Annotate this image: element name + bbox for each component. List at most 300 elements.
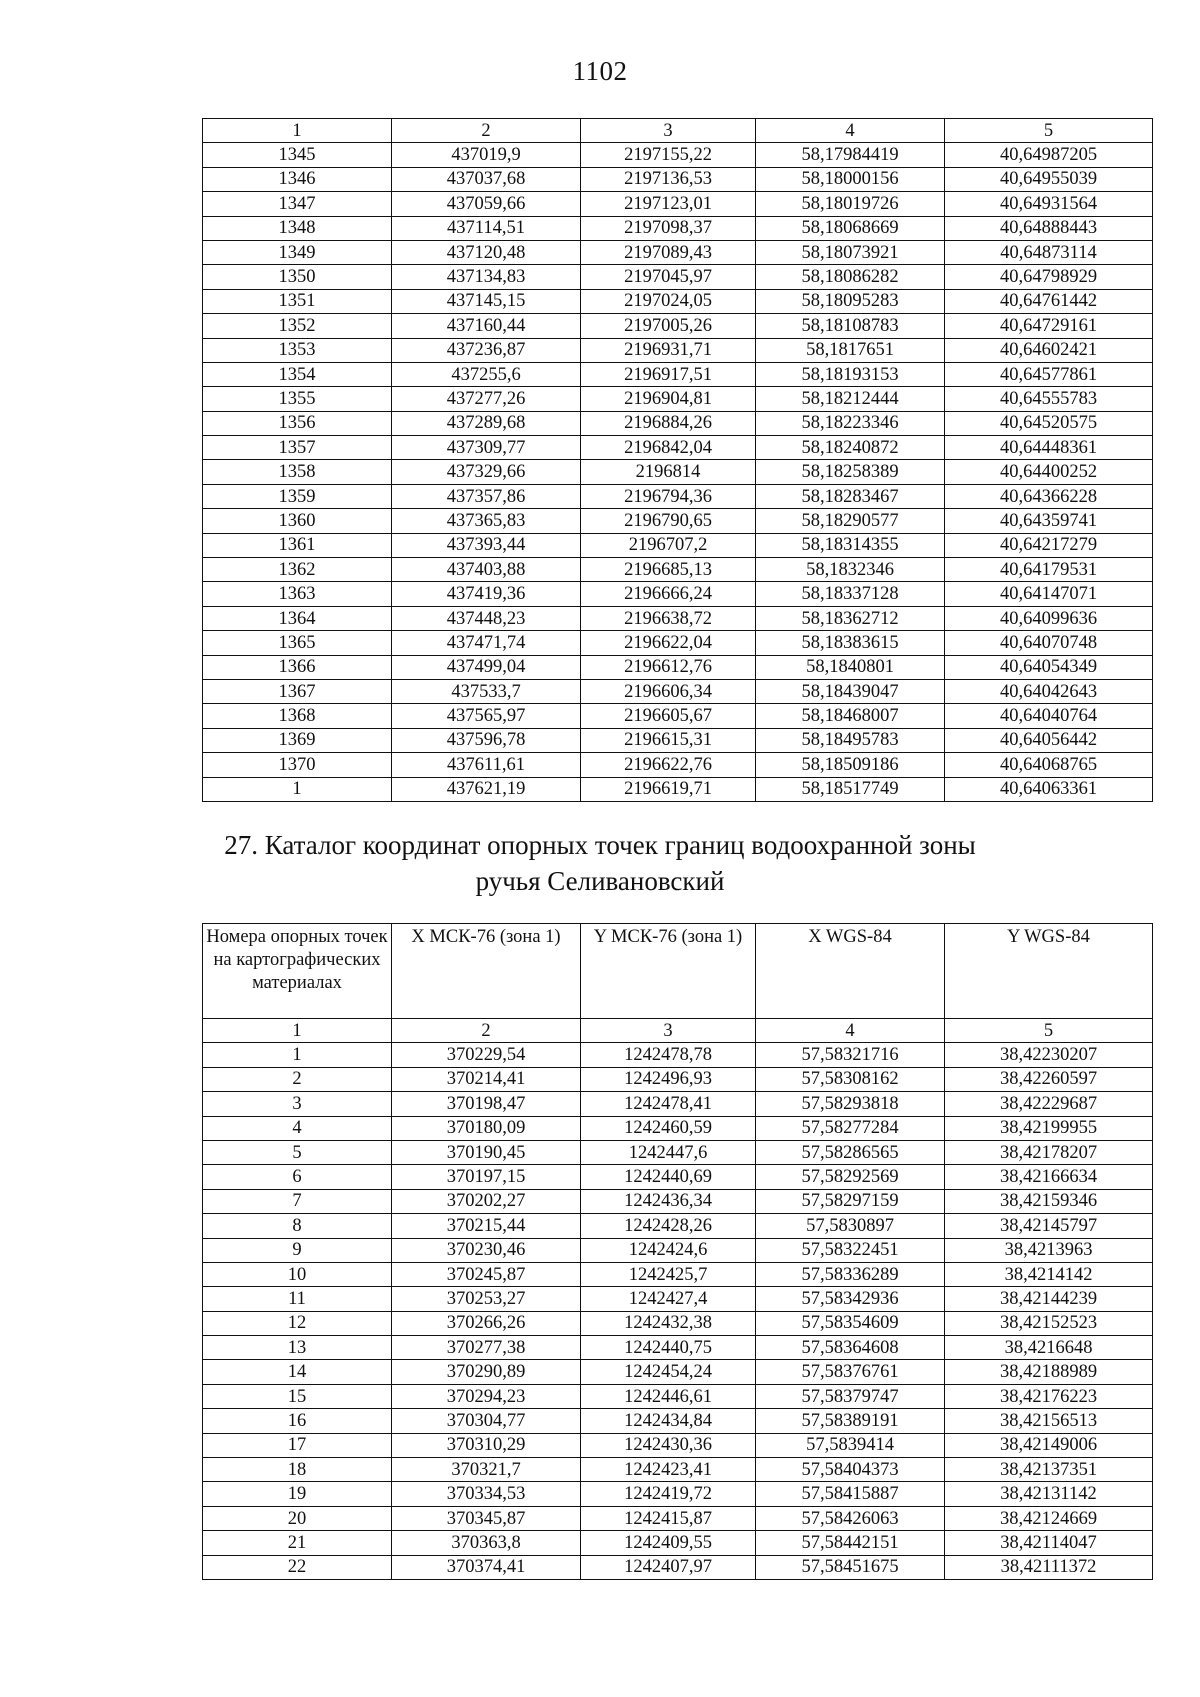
table-cell: 1242434,84 [581,1409,756,1433]
table-cell: 370180,09 [392,1116,581,1140]
coordinates-table [202,1018,1153,1580]
table-cell: 38,42152523 [945,1311,1153,1335]
table-row [203,606,1153,630]
table-cell: 437289,68 [392,411,581,435]
table-row [203,1336,1153,1360]
table-cell: 370215,44 [392,1214,581,1238]
table-cell: 38,42156513 [945,1409,1153,1433]
table-row [203,558,1153,582]
table-row [203,484,1153,508]
table-cell: 40,64602421 [945,338,1153,362]
table-cell: 38,42159346 [945,1189,1153,1213]
table-cell: 1369 [203,728,392,752]
table-cell: 1242409,55 [581,1531,756,1555]
table-cell: 38,4213963 [945,1238,1153,1262]
table-cell: 40,64873114 [945,240,1153,264]
table-cell: 21 [203,1531,392,1555]
table-row [203,1555,1153,1579]
table-cell: 2196612,76 [581,655,756,679]
table-cell: 2 [203,1067,392,1091]
table-cell: 40,64040764 [945,704,1153,728]
table-cell: 1242415,87 [581,1506,756,1530]
table-cell: 437611,61 [392,753,581,777]
table-cell: 1242427,4 [581,1287,756,1311]
table-cell: 437019,9 [392,143,581,167]
table-cell: 2 [392,119,581,143]
table-cell: 2197098,37 [581,216,756,240]
table-cell: 2 [392,1019,581,1043]
table-cell: 58,18193153 [756,362,945,386]
table-cell: 370290,89 [392,1360,581,1384]
table-cell: 3 [581,119,756,143]
section-title-line-1: 27. Каталог координат опорных точек границ водоохранной зоны [224,830,976,860]
table-cell: 57,58336289 [756,1262,945,1286]
table-cell: 58,18290577 [756,509,945,533]
table-row [203,1262,1153,1286]
table-cell: 13 [203,1336,392,1360]
table-cell: 1242447,6 [581,1140,756,1164]
table-cell: 40,64577861 [945,362,1153,386]
table-cell: 1242440,75 [581,1336,756,1360]
table-row [203,460,1153,484]
table-cell: 437419,36 [392,582,581,606]
table-cell: 40,64987205 [945,143,1153,167]
table-cell: 57,58293818 [756,1092,945,1116]
table-cell: 1242440,69 [581,1165,756,1189]
table-cell: 58,18240872 [756,436,945,460]
table-cell: 1357 [203,436,392,460]
table-cell: 58,18095283 [756,289,945,313]
table-cell: 38,42229687 [945,1092,1153,1116]
table-cell: 57,58308162 [756,1067,945,1091]
table-cell: 370214,41 [392,1067,581,1091]
table-cell: 370229,54 [392,1043,581,1067]
table-row [203,1140,1153,1164]
table-cell: 58,17984419 [756,143,945,167]
table-cell: 437329,66 [392,460,581,484]
table-cell: 38,42131142 [945,1482,1153,1506]
table-cell: 437621,19 [392,777,581,801]
table-row [203,362,1153,386]
table-cell: 1351 [203,289,392,313]
table-cell: 2197136,53 [581,167,756,191]
table-cell: 437365,83 [392,509,581,533]
table-cell: 57,58277284 [756,1116,945,1140]
table-cell: 1348 [203,216,392,240]
table-row [203,1067,1153,1091]
table-cell: 38,42114047 [945,1531,1153,1555]
table-cell: 437448,23 [392,606,581,630]
table-cell: 1242428,26 [581,1214,756,1238]
table-row [203,1409,1153,1433]
table-cell: 58,18509186 [756,753,945,777]
table-cell: 2197024,05 [581,289,756,313]
table-cell: 1359 [203,484,392,508]
table-cell: 40,64888443 [945,216,1153,240]
table-row [203,338,1153,362]
table-cell: 40,64798929 [945,265,1153,289]
table-row [203,192,1153,216]
table-cell: 58,18517749 [756,777,945,801]
table-cell: 2196707,2 [581,533,756,557]
table-cell: 38,42188989 [945,1360,1153,1384]
header-row [203,924,1153,1019]
table-row [203,143,1153,167]
table-cell: 19 [203,1482,392,1506]
table-cell: 38,42149006 [945,1433,1153,1457]
table-cell: 57,58364608 [756,1336,945,1360]
table-cell: 2196884,26 [581,411,756,435]
table-row [203,216,1153,240]
table-cell: 38,42199955 [945,1116,1153,1140]
table-cell: 1 [203,119,392,143]
table-cell: 1242436,34 [581,1189,756,1213]
table-cell: 370374,41 [392,1555,581,1579]
table-row [203,753,1153,777]
table-cell: 1360 [203,509,392,533]
table-cell: 40,64217279 [945,533,1153,557]
table-row [203,436,1153,460]
table-cell: 58,18068669 [756,216,945,240]
table-cell: 370277,38 [392,1336,581,1360]
table-cell: 58,18468007 [756,704,945,728]
table-cell: 40,64366228 [945,484,1153,508]
table-cell: 370190,45 [392,1140,581,1164]
table-row [203,1214,1153,1238]
table-cell: 437403,88 [392,558,581,582]
table-cell: 38,42176223 [945,1384,1153,1408]
table-cell: 57,58286565 [756,1140,945,1164]
table-cell: 437357,86 [392,484,581,508]
table-cell: 437059,66 [392,192,581,216]
table-row [203,265,1153,289]
table-cell: 57,58322451 [756,1238,945,1262]
table-row [203,1458,1153,1482]
table-cell: 58,18337128 [756,582,945,606]
table-cell: 57,58442151 [756,1531,945,1555]
table-cell: 370197,15 [392,1165,581,1189]
table-cell: 57,58342936 [756,1287,945,1311]
table-cell: 9 [203,1238,392,1262]
table-cell: 1242478,78 [581,1043,756,1067]
table-row [203,1531,1153,1555]
table-cell: 7 [203,1189,392,1213]
table-cell: 370345,87 [392,1506,581,1530]
table-row [203,777,1153,801]
table-cell: 1 [203,777,392,801]
table-cell: 370321,7 [392,1458,581,1482]
table-cell: 437145,15 [392,289,581,313]
table-cell: 4 [756,119,945,143]
table-cell: 1363 [203,582,392,606]
table-cell: 58,18073921 [756,240,945,264]
table-cell: 38,42124669 [945,1506,1153,1530]
table-cell: 17 [203,1433,392,1457]
table-cell: 58,1832346 [756,558,945,582]
table-cell: 437499,04 [392,655,581,679]
table-cell: 58,18314355 [756,533,945,557]
table-row [203,1116,1153,1140]
table-cell: 1345 [203,143,392,167]
table-cell: 437565,97 [392,704,581,728]
table-cell: 40,64063361 [945,777,1153,801]
header-y-msk76: Y МСК-76 (зона 1) [581,924,756,1019]
table-cell: 1242407,97 [581,1555,756,1579]
table-cell: 370266,26 [392,1311,581,1335]
table-cell: 1362 [203,558,392,582]
table-cell: 38,42230207 [945,1043,1153,1067]
table-cell: 57,5830897 [756,1214,945,1238]
table-cell: 1242432,38 [581,1311,756,1335]
table-cell: 1365 [203,631,392,655]
table-cell: 38,42144239 [945,1287,1153,1311]
table-cell: 1242424,6 [581,1238,756,1262]
table-row [203,1506,1153,1530]
table-cell: 57,58321716 [756,1043,945,1067]
table-row [203,387,1153,411]
table-cell: 57,58376761 [756,1360,945,1384]
table-cell: 58,18108783 [756,314,945,338]
table-cell: 437533,7 [392,679,581,703]
table-cell: 5 [203,1140,392,1164]
table-row [203,728,1153,752]
table-cell: 57,58297159 [756,1189,945,1213]
table-cell: 38,42137351 [945,1458,1153,1482]
table-cell: 5 [945,119,1153,143]
table-cell: 1364 [203,606,392,630]
table-cell: 11 [203,1287,392,1311]
header-y-wgs84: Y WGS-84 [945,924,1153,1019]
table-cell: 370230,46 [392,1238,581,1262]
table-cell: 38,42178207 [945,1140,1153,1164]
table-cell: 5 [945,1019,1153,1043]
table-cell: 370304,77 [392,1409,581,1433]
table-cell: 57,58415887 [756,1482,945,1506]
page-number: 1102 [572,56,628,86]
table-cell: 40,64042643 [945,679,1153,703]
table-cell: 58,1840801 [756,655,945,679]
table-cell: 1242425,7 [581,1262,756,1286]
table-cell: 18 [203,1458,392,1482]
table-cell: 58,18212444 [756,387,945,411]
table-cell: 40,64147071 [945,582,1153,606]
table-cell: 58,18362712 [756,606,945,630]
table-cell: 58,18000156 [756,167,945,191]
table-cell: 2196606,34 [581,679,756,703]
table-row [203,582,1153,606]
table-row [203,509,1153,533]
table-cell: 58,18223346 [756,411,945,435]
table-row [203,1482,1153,1506]
table-row [203,533,1153,557]
table-cell: 437134,83 [392,265,581,289]
table-cell: 57,58451675 [756,1555,945,1579]
table-cell: 2196605,67 [581,704,756,728]
table-cell: 437037,68 [392,167,581,191]
table-cell: 2196666,24 [581,582,756,606]
table-cell: 40,64179531 [945,558,1153,582]
table-cell: 2196622,04 [581,631,756,655]
table-cell: 1368 [203,704,392,728]
header-x-wgs84: X WGS-84 [756,924,945,1019]
table-cell: 2197005,26 [581,314,756,338]
table-row [203,1287,1153,1311]
table-cell: 1356 [203,411,392,435]
table-row [203,1311,1153,1335]
section-title [0,827,1200,899]
coordinates-table-continued [202,118,1153,802]
table-row [203,167,1153,191]
table-row [203,1384,1153,1408]
table-cell: 38,4216648 [945,1336,1153,1360]
table-cell: 2196814 [581,460,756,484]
table-cell: 40,64400252 [945,460,1153,484]
table-cell: 58,18086282 [756,265,945,289]
table-cell: 58,1817651 [756,338,945,362]
table-cell: 58,18258389 [756,460,945,484]
table-row [203,314,1153,338]
section-title-line-2: ручья Селивановский [475,866,725,896]
table-row [203,411,1153,435]
table-cell: 16 [203,1409,392,1433]
table-cell: 40,64555783 [945,387,1153,411]
table-cell: 40,64099636 [945,606,1153,630]
table-cell: 38,42111372 [945,1555,1153,1579]
table-cell: 1242478,41 [581,1092,756,1116]
table-cell: 1361 [203,533,392,557]
table-cell: 370334,53 [392,1482,581,1506]
table-cell: 58,18439047 [756,679,945,703]
coordinates-table-header [202,923,1153,1019]
table-cell: 370245,87 [392,1262,581,1286]
table-row [203,655,1153,679]
table-cell: 57,5839414 [756,1433,945,1457]
table-cell: 1349 [203,240,392,264]
table-cell: 1347 [203,192,392,216]
table-cell: 57,58379747 [756,1384,945,1408]
table-cell: 2196931,71 [581,338,756,362]
table-cell: 1242446,61 [581,1384,756,1408]
coordinates-table-body [203,1019,1153,1580]
table-cell: 370363,8 [392,1531,581,1555]
table-cell: 2196615,31 [581,728,756,752]
table-cell: 3 [203,1092,392,1116]
table-cell: 2197089,43 [581,240,756,264]
table-cell: 437471,74 [392,631,581,655]
table-cell: 1 [203,1043,392,1067]
table-cell: 57,58426063 [756,1506,945,1530]
table-cell: 38,4214142 [945,1262,1153,1286]
table-row [203,1433,1153,1457]
table-cell: 370310,29 [392,1433,581,1457]
table-cell: 57,58292569 [756,1165,945,1189]
table-cell: 57,58354609 [756,1311,945,1335]
header-point-numbers: Номера опорных точек на картографических материалах [203,924,392,1019]
table-cell: 1367 [203,679,392,703]
table-cell: 4 [203,1116,392,1140]
table-cell: 1242496,93 [581,1067,756,1091]
table-row [203,1165,1153,1189]
table-cell: 58,18019726 [756,192,945,216]
table-row [203,631,1153,655]
table-row [203,240,1153,264]
column-number-row [203,119,1153,143]
table-cell: 2197155,22 [581,143,756,167]
table-cell: 38,42166634 [945,1165,1153,1189]
table-cell: 40,64070748 [945,631,1153,655]
table-cell: 14 [203,1360,392,1384]
table-cell: 1350 [203,265,392,289]
table-cell: 40,64359741 [945,509,1153,533]
table-cell: 1346 [203,167,392,191]
table-cell: 437255,6 [392,362,581,386]
table-cell: 437120,48 [392,240,581,264]
table-cell: 58,18283467 [756,484,945,508]
column-number-row [203,1019,1153,1043]
table-row [203,679,1153,703]
table-cell: 437393,44 [392,533,581,557]
table-cell: 40,64054349 [945,655,1153,679]
table-cell: 58,18495783 [756,728,945,752]
table-cell: 4 [756,1019,945,1043]
table-cell: 3 [581,1019,756,1043]
table-cell: 437114,51 [392,216,581,240]
table-cell: 437277,26 [392,387,581,411]
table-cell: 40,64056442 [945,728,1153,752]
table-row [203,704,1153,728]
table-cell: 57,58404373 [756,1458,945,1482]
table-cell: 1242423,41 [581,1458,756,1482]
table-cell: 2197045,97 [581,265,756,289]
table-cell: 8 [203,1214,392,1238]
table-cell: 40,64520575 [945,411,1153,435]
table-cell: 1355 [203,387,392,411]
header-x-msk76: X МСК-76 (зона 1) [392,924,581,1019]
table-cell: 12 [203,1311,392,1335]
table-cell: 2196638,72 [581,606,756,630]
table-cell: 1354 [203,362,392,386]
table-cell: 6 [203,1165,392,1189]
table-cell: 40,64955039 [945,167,1153,191]
table-cell: 22 [203,1555,392,1579]
table-cell: 58,18383615 [756,631,945,655]
table-cell: 2196794,36 [581,484,756,508]
table-cell: 10 [203,1262,392,1286]
table-cell: 437160,44 [392,314,581,338]
table-row [203,1238,1153,1262]
table-cell: 1242460,59 [581,1116,756,1140]
table-cell: 1242419,72 [581,1482,756,1506]
table-cell: 1358 [203,460,392,484]
table-cell: 1242430,36 [581,1433,756,1457]
table-cell: 57,58389191 [756,1409,945,1433]
table-cell: 1366 [203,655,392,679]
table-cell: 40,64068765 [945,753,1153,777]
table-row [203,1043,1153,1067]
table-cell: 1 [203,1019,392,1043]
table-cell: 15 [203,1384,392,1408]
table-cell: 40,64729161 [945,314,1153,338]
table-row [203,289,1153,313]
table-cell: 2197123,01 [581,192,756,216]
table-cell: 40,64931564 [945,192,1153,216]
table-cell: 437309,77 [392,436,581,460]
table-cell: 370202,27 [392,1189,581,1213]
table-cell: 1352 [203,314,392,338]
table-cell: 370294,23 [392,1384,581,1408]
table-cell: 2196842,04 [581,436,756,460]
table-cell: 1353 [203,338,392,362]
